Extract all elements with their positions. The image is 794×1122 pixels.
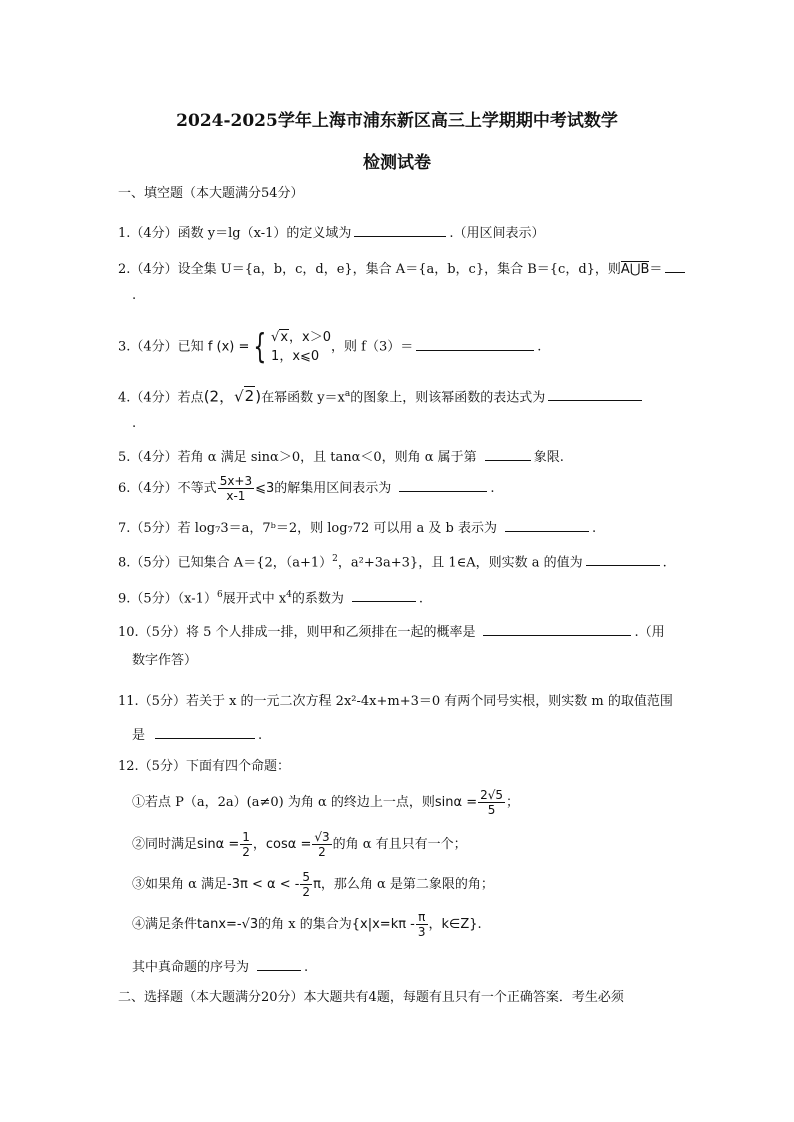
section-heading-fill-in: 一、填空题（本大题满分54分） (118, 186, 304, 201)
proposition-4: ④满足条件tanx=-√3的角 x 的集合为{x|x=kπ - $\frac{\pi}{3}$ ，k∈Z}. (132, 910, 482, 939)
question-10: 10.（5分）将 5 个人排成一排，则甲和乙须排在一起的概率是 .（用 (118, 621, 694, 643)
question-5: 5.（4分）若角 α 满足 sinα＞0，且 tanα＜0，则角 α 属于第 象限. (118, 446, 694, 468)
page-subtitle: 检测试卷 (363, 153, 431, 173)
question-3: 3.（4分）已知 f (x) = { √x，x＞0 1，x⩽0 ，则 f（3）＝ . (118, 327, 542, 367)
answer-blank (548, 386, 642, 401)
proposition-2: ②同时满足sinα = $\frac{1}{2}$ ，cosα = $\frac{√3}{2}$ 的角 α 有且只有一个； (132, 830, 467, 859)
question-4-continuation: . (132, 416, 137, 431)
answer-blank (257, 956, 301, 971)
question-6: 6.（4分）不等式 $\frac{5x+3}{x-1}$ ⩽3的解集用区间表示为 . (118, 474, 495, 503)
question-12: 12.（5分）下面有四个命题： (118, 759, 290, 774)
piecewise-cases: √x，x＞0 1，x⩽0 (271, 330, 332, 364)
answer-blank (483, 621, 631, 636)
answer-blank (505, 517, 589, 532)
section-heading-multiple-choice: 二、选择题（本大题满分20分）本大题共有4题，每题有且只有一个正确答案．考生必须 (118, 990, 624, 1005)
answer-blank (416, 336, 534, 351)
page-title: 2024-2025学年上海市浦东新区高三上学期期中考试数学 (176, 111, 618, 131)
answer-blank (586, 551, 660, 566)
answer-blank (352, 587, 416, 602)
answer-blank (399, 477, 487, 492)
question-1: 1.（4分）函数 y＝lg（x-1）的定义域为 .（用区间表示） (118, 222, 694, 244)
question-9: 9.（5分）$(x-1)^6$展开式中 $x^4$的系数为 . (118, 585, 694, 609)
complement-union: A⋃B (620, 262, 650, 277)
question-10-continuation: 数字作答） (132, 653, 198, 668)
question-8: 8.（5分）已知集合 A＝{2，$(a+1)^2$，a²+3a+3}，且 1∈A，则实数 a 的值为 . (118, 549, 694, 573)
question-4: 4.（4分）若点(2，√2)在幂函数 $y=x^a$的图象上，则该幂函数的表达式为 (118, 384, 694, 408)
question-2: 2.（4分）设全集 U＝{a，b，c，d，e}，集合 A＝{a，b，c}，集合 B＝{c，d}，则A⋃B＝ (118, 258, 694, 280)
answer-blank (665, 258, 685, 273)
proposition-3: ③如果角 α 满足-3π < α < - $\frac{5}{2}$ π，那么角 α 是第二象限的角； (132, 870, 494, 899)
proposition-1: ①若点 P（a，2a）(a≠0) 为角 α 的终边上一点，则sinα = $\frac{2√5}{5}$ ； (132, 788, 520, 817)
fraction: $\frac{5x+3}{x-1}$ (219, 474, 253, 503)
question-7: 7.（5分）若 log₇3＝a，7ᵇ＝2，则 log₇72 可以用 a 及 b 表示为 . (118, 517, 694, 539)
question-12-conclusion: 其中真命题的序号为 . (132, 956, 694, 978)
question-11: 11.（5分）若关于 x 的一元二次方程 2x²-4x+m+3＝0 有两个同号实根，则实数 m 的取值范围 (118, 694, 673, 709)
left-brace: { (253, 327, 267, 367)
answer-blank (485, 446, 531, 461)
question-11-continuation: 是 . (132, 724, 694, 746)
answer-blank (155, 724, 255, 739)
question-2-continuation: . (132, 288, 137, 303)
answer-blank (354, 222, 446, 237)
